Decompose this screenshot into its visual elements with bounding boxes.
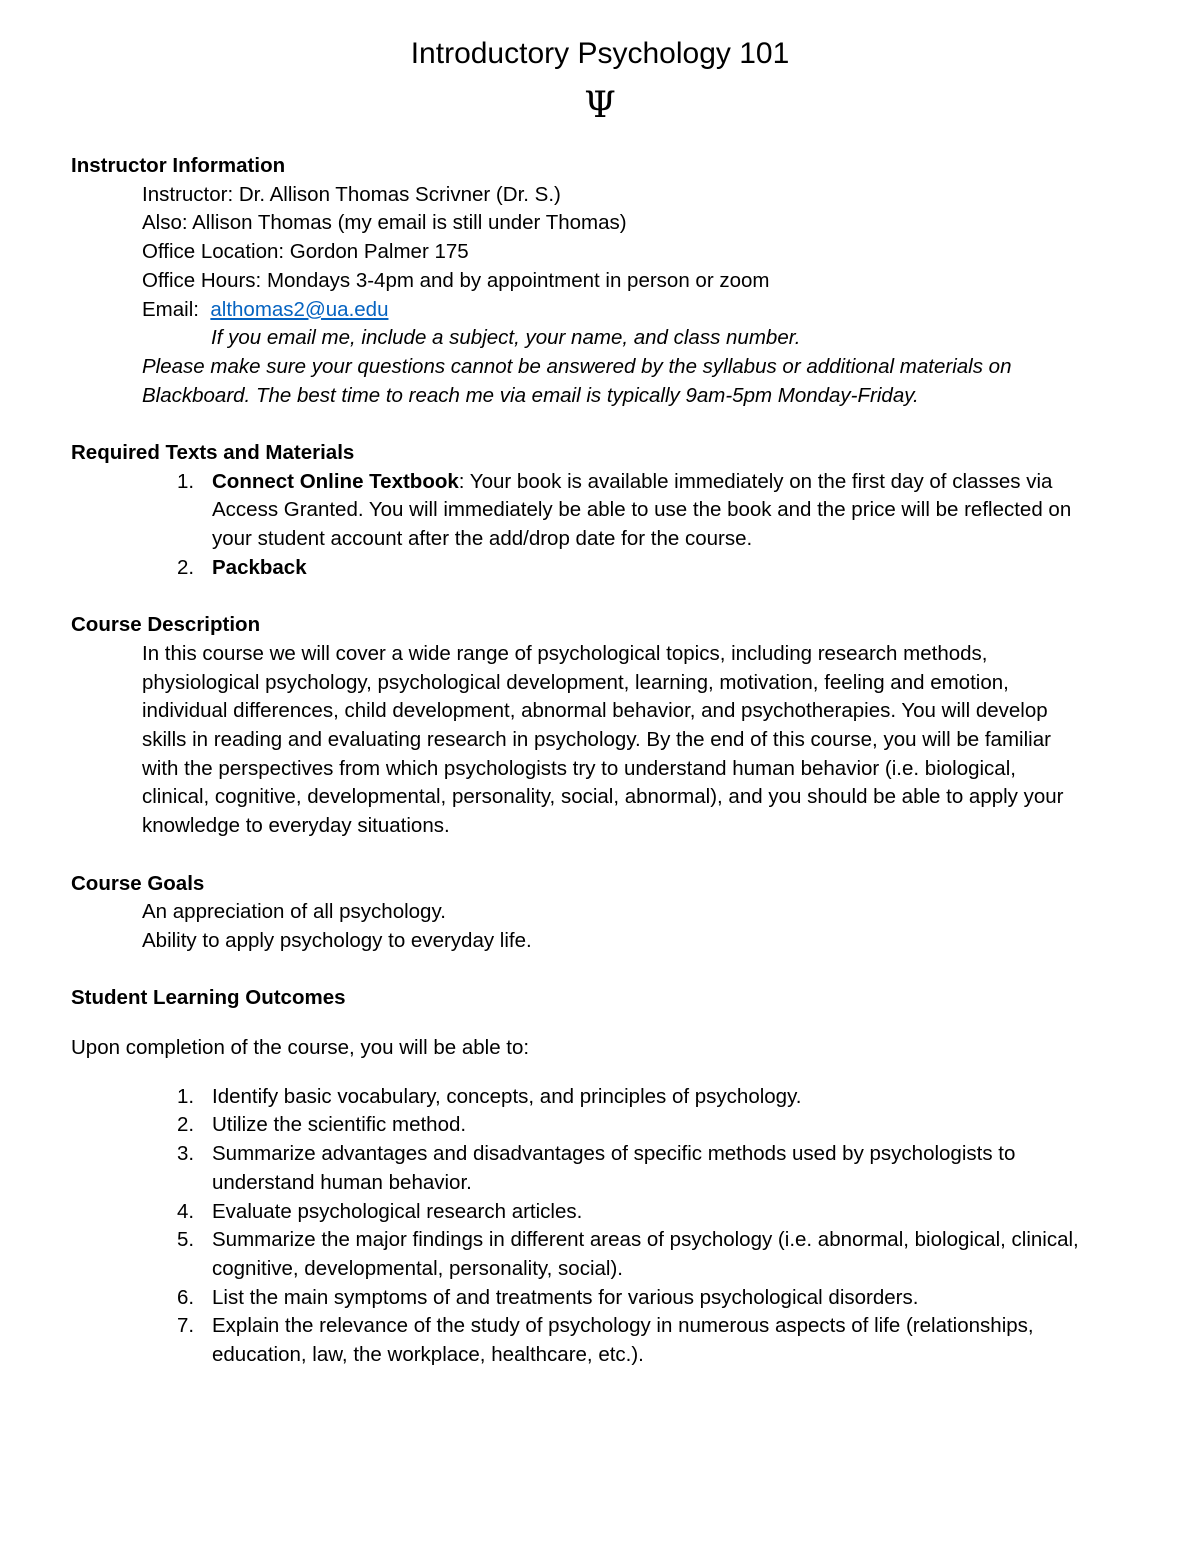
email-line bbox=[71, 296, 1141, 325]
materials-section bbox=[71, 439, 1141, 583]
material-name: Packback bbox=[212, 555, 307, 579]
description-line: skills in reading and evaluating research in psychology. By the end of this course, you will be familiar bbox=[142, 728, 1051, 752]
materials-heading: Required Texts and Materials bbox=[71, 441, 355, 465]
outcome-text: understand human behavior. bbox=[212, 1170, 472, 1194]
email-label: Email: bbox=[142, 297, 199, 321]
goal-item: Ability to apply psychology to everyday life. bbox=[142, 928, 532, 952]
goals-heading: Course Goals bbox=[71, 871, 205, 895]
outcome-text: cognitive, developmental, personality, social). bbox=[212, 1256, 623, 1280]
list-item bbox=[177, 1198, 1141, 1227]
list-item bbox=[177, 1140, 1141, 1197]
list-number: 2. bbox=[177, 1113, 195, 1137]
office-location: Office Location: Gordon Palmer 175 bbox=[142, 240, 469, 264]
goal-item: An appreciation of all psychology. bbox=[142, 900, 446, 924]
description-line: clinical, cognitive, developmental, personality, social, abnormal), and you should be able to apply your bbox=[142, 785, 1064, 809]
list-item bbox=[177, 554, 1141, 583]
outcome-text: education, law, the workplace, healthcare, etc.). bbox=[212, 1343, 644, 1367]
list-number: 1. bbox=[177, 469, 195, 493]
material-text: your student account after the add/drop date for the course. bbox=[212, 527, 753, 551]
list-number: 7. bbox=[177, 1314, 195, 1338]
list-item bbox=[177, 1111, 1141, 1140]
description-line: physiological psychology, psychological development, learning, motivation, feeling and emotion, bbox=[142, 670, 1009, 694]
description-line: knowledge to everyday situations. bbox=[142, 814, 450, 838]
outcomes-list bbox=[71, 1083, 1141, 1370]
outcome-text: Evaluate psychological research articles. bbox=[212, 1199, 583, 1223]
outcomes-heading: Student Learning Outcomes bbox=[71, 986, 346, 1010]
material-text: Access Granted. You will immediately be able to use the book and the price will be reflected on bbox=[212, 498, 1072, 522]
description-section bbox=[71, 611, 1141, 841]
description-line: with the perspectives from which psychologists try to understand human behavior (i.e. biological, bbox=[142, 756, 1016, 780]
outcome-text: Summarize the major findings in different areas of psychology (i.e. abnormal, biological, clinical, bbox=[212, 1228, 1079, 1252]
outcome-text: Utilize the scientific method. bbox=[212, 1113, 467, 1137]
document-title: Introductory Psychology 101 bbox=[410, 37, 790, 70]
outcome-text: Explain the relevance of the study of psychology in numerous aspects of life (relationships, bbox=[212, 1314, 1034, 1338]
list-number: 5. bbox=[177, 1228, 195, 1252]
also-line: Also: Allison Thomas (my email is still under Thomas) bbox=[142, 211, 627, 235]
material-text: : Your book is available immediately on the first day of classes via bbox=[458, 469, 1053, 493]
list-number: 2. bbox=[177, 555, 195, 579]
list-item bbox=[177, 1083, 1141, 1112]
document-body bbox=[71, 152, 1141, 1370]
contact-note-1: Please make sure your questions cannot be answered by the syllabus or additional materials on bbox=[142, 354, 1012, 378]
outcome-text: Identify basic vocabulary, concepts, and principles of psychology. bbox=[212, 1084, 802, 1108]
contact-note-2: Blackboard. The best time to reach me via email is typically 9am-5pm Monday-Friday. bbox=[142, 383, 919, 407]
description-line: In this course we will cover a wide range of psychological topics, including research methods, bbox=[142, 641, 988, 665]
email-note: If you email me, include a subject, your name, and class number. bbox=[211, 326, 801, 350]
instructor-line: Instructor: Dr. Allison Thomas Scrivner (Dr. S.) bbox=[142, 182, 561, 206]
list-item bbox=[177, 1284, 1141, 1313]
office-hours: Office Hours: Mondays 3-4pm and by appointment in person or zoom bbox=[142, 268, 770, 292]
instructor-heading: Instructor Information bbox=[71, 154, 286, 177]
list-number: 1. bbox=[177, 1084, 195, 1108]
list-item bbox=[177, 1226, 1141, 1283]
list-number: 6. bbox=[177, 1285, 195, 1309]
goals-section bbox=[71, 870, 1141, 956]
list-item bbox=[177, 468, 1141, 554]
outcome-text: Summarize advantages and disadvantages of specific methods used by psychologists to bbox=[212, 1142, 1016, 1166]
outcome-text: List the main symptoms of and treatments for various psychological disorders. bbox=[212, 1285, 919, 1309]
list-number: 4. bbox=[177, 1199, 195, 1223]
outcomes-intro: Upon completion of the course, you will be able to: bbox=[71, 1035, 530, 1059]
list-number: 3. bbox=[177, 1142, 195, 1166]
description-line: individual differences, child development, abnormal behavior, and psychotherapies. You will develop bbox=[142, 699, 1048, 723]
outcomes-section bbox=[71, 984, 1141, 1369]
material-name: Connect Online Textbook bbox=[212, 469, 459, 493]
description-heading: Course Description bbox=[71, 613, 261, 637]
list-item bbox=[177, 1312, 1141, 1369]
instructor-section bbox=[71, 152, 1141, 410]
email-link[interactable]: althomas2@ua.edu bbox=[210, 297, 389, 321]
psi-symbol: Ψ bbox=[584, 85, 616, 126]
materials-list bbox=[71, 468, 1141, 583]
